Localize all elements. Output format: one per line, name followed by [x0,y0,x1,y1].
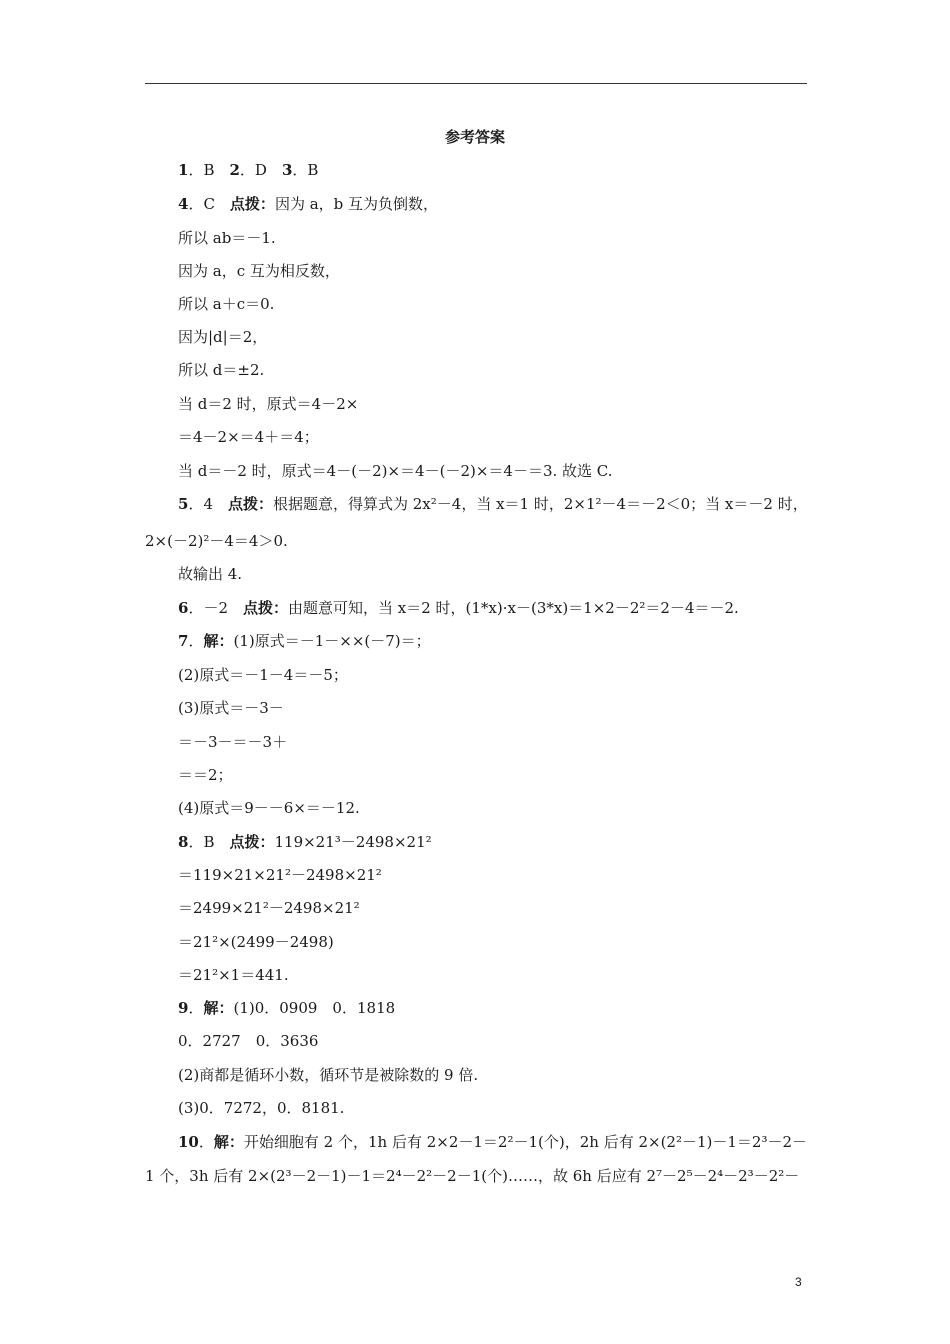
text-line: (2)商都是循环小数，循环节是被除数的 9 倍. [178,1066,479,1084]
text-line: 2×(－2)²－4＝4＞0. [145,532,288,550]
text-line: ＝21²×1＝441. [178,966,289,984]
page-number: 3 [795,1275,802,1289]
answer-line-7: 7．解：(1)原式＝－1－××(－7)＝； [178,632,431,650]
text-line: ＝4－2×＝4＋＝4； [178,428,319,446]
text-line: (2)原式＝－1－4＝－5； [178,666,348,684]
text-line: ＝－3－＝－3＋ [178,733,288,751]
page-title: 参考答案 [444,128,505,146]
text-line: 所以 a＋c＝0. [178,295,275,313]
header-rule [145,83,807,84]
answer-line-8: 8．B 点拨：119×21³－2498×21² [178,833,432,851]
answer-line-1: 1．B 2．D 3．B [178,161,319,179]
text-line: (3)原式＝－3－ [178,699,284,717]
answer-line-9: 9．解：(1)0．0909 0．1818 [178,999,396,1017]
answer-line-6: 6．－2 点拨：由题意可知，当 x＝2 时，(1*x)·x－(3*x)＝1×2－2²＝2－4＝－2. [178,599,739,617]
text-line: (3)0．7272，0．8181. [178,1099,345,1117]
text-line: 0．2727 0．3636 [178,1032,319,1050]
text-line: 故输出 4. [178,565,243,583]
text-line: ＝2499×21²－2498×21² [178,899,360,917]
answer-line-5: 5．4 点拨：根据题意，得算式为 2x²－4，当 x＝1 时，2×1²－4＝－2＜0；当 x＝－2 时， [178,495,808,513]
answer-line-4: 4．C 点拨：因为 a，b 互为负倒数， [178,195,439,213]
text-line: ＝＝2； [178,766,233,784]
text-line: (4)原式＝9－－6×＝－12. [178,799,360,817]
text-line: 因为 a，c 互为相反数， [178,262,340,280]
text-line: 所以 ab＝－1. [178,229,276,247]
text-line: ＝21²×(2499－2498) [178,933,334,951]
text-line: 当 d＝－2 时，原式＝4－(－2)×＝4－(－2)×＝4－＝3. 故选 C. [178,462,613,480]
text-line: 因为|d|＝2， [178,328,268,346]
text-line: ＝119×21×21²－2498×21² [178,866,382,884]
text-line: 1 个，3h 后有 2×(2³－2－1)－1＝2⁴－2²－2－1(个)……，故 6h 后应有 2⁷－2⁵－2⁴－2³－2²－ [145,1167,800,1185]
text-line: 当 d＝2 时，原式＝4－2× [178,395,359,413]
text-line: 所以 d＝±2. [178,361,265,379]
answer-line-10: 10．解：开始细胞有 2 个，1h 后有 2×2－1＝2²－1(个)，2h 后有 2×(2²－1)－1＝2³－2－ [178,1133,808,1151]
